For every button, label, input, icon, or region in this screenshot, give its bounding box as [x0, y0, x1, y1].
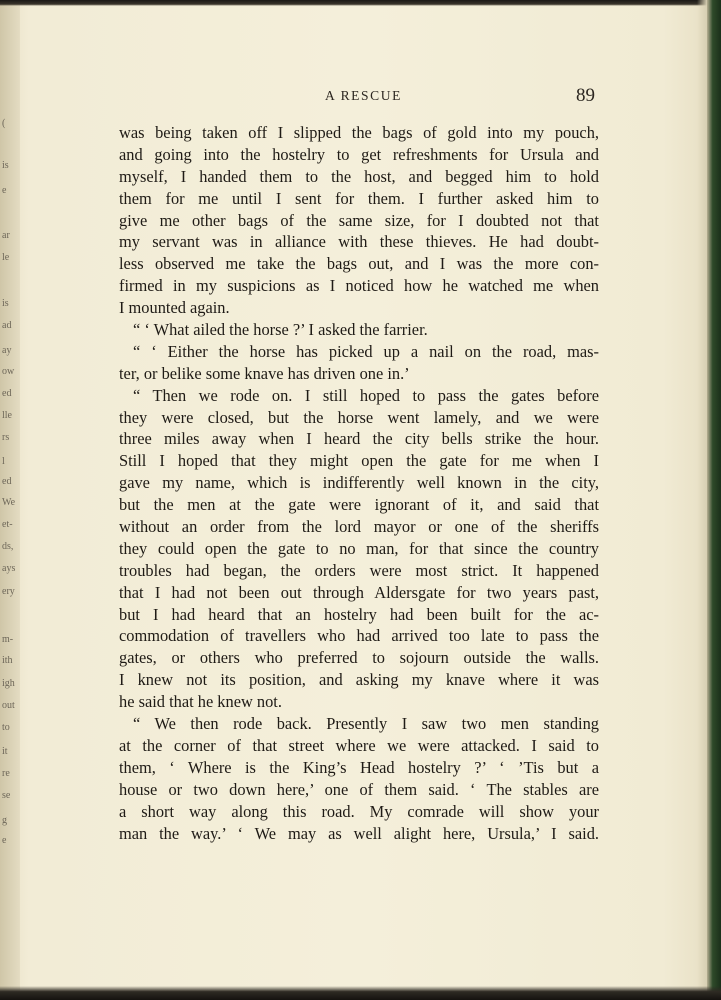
margin-fragment: e: [2, 835, 7, 846]
margin-fragment: it: [2, 746, 8, 757]
margin-fragment: ery: [2, 586, 15, 597]
text-line: house or two down here,’ one of them said. ‘ The stables are: [119, 779, 599, 799]
text-line: “ We then rode back. Presently I saw two men standing: [133, 714, 599, 734]
facing-page-bleed: [2, 0, 16, 1000]
margin-fragment: rs: [2, 432, 10, 443]
text-line: gave my name, which is indifferently well known in the city,: [119, 473, 599, 493]
margin-fragment: ow: [2, 366, 15, 377]
text-line: them, ‘ Where is the King’s Head hostelry ?’ ‘ ’Tis but a: [119, 757, 599, 777]
text-line: they were closed, but the horse went lamely, and we were: [119, 407, 599, 427]
text-line: less observed me take the bags out, and I was the more con-: [119, 254, 599, 274]
margin-fragment: is: [2, 298, 9, 309]
margin-fragment: re: [2, 768, 10, 779]
margin-fragment: se: [2, 790, 11, 801]
text-line: without an order from the lord mayor or one of the sheriffs: [119, 517, 599, 537]
margin-fragment: ays: [2, 563, 16, 574]
text-line: them for me until I sent for them. I further asked him to: [119, 188, 599, 208]
text-line: man the way.’ ‘ We may as well alight here, Ursula,’ I said.: [119, 823, 599, 843]
text-line: they could open the gate to no man, for that since the country: [119, 538, 599, 558]
text-line: gates, or others who preferred to sojourn outside the walls.: [119, 648, 599, 668]
text-line: I knew not its position, and asking my knave where it was: [119, 670, 599, 690]
text-line: but I had heard that an hostelry had been built for the ac-: [119, 604, 599, 624]
book-cover-edge: [707, 0, 721, 1000]
margin-fragment: ad: [2, 320, 12, 331]
margin-fragment: is: [2, 160, 9, 171]
text-line: and going into the hostelry to get refreshments for Ursula and: [119, 144, 599, 164]
text-line: was being taken off I slipped the bags of gold into my pouch,: [119, 123, 599, 142]
margin-fragment: ar: [2, 230, 10, 241]
text-line: I mounted again.: [119, 298, 230, 318]
page-curl-shadow: [697, 0, 707, 1000]
text-line: give me other bags of the same size, for I doubted not that: [119, 210, 599, 230]
margin-fragment: et-: [2, 519, 13, 530]
margin-fragment: g: [2, 815, 7, 826]
text-line: “ ‘ Either the horse has picked up a nail on the road, mas-: [133, 341, 599, 361]
top-page-edge: [0, 0, 721, 6]
margin-fragment: ith: [2, 655, 13, 666]
text-line: ter, or belike some knave has driven one in.’: [119, 363, 410, 383]
text-line: but the men at the gate were ignorant of it, and said that: [119, 495, 599, 515]
margin-fragment: ed: [2, 388, 12, 399]
margin-fragment: e: [2, 185, 7, 196]
margin-fragment: lle: [2, 410, 12, 421]
text-line: firmed in my suspicions as I noticed how he watched me when: [119, 276, 599, 296]
running-head: [0, 85, 721, 108]
text-line: commodation of travellers who had arrived too late to pass the: [119, 626, 599, 646]
running-title: A RESCUE: [325, 88, 402, 103]
text-line: that I had not been out through Aldersgate for two years past,: [119, 582, 599, 602]
text-line: troubles had began, the orders were most strict. It happened: [119, 560, 599, 580]
margin-fragment: ds,: [2, 541, 14, 552]
margin-fragment: to: [2, 722, 10, 733]
text-line: Still I hoped that they might open the gate for me when I: [119, 451, 599, 471]
text-line: he said that he knew not.: [119, 692, 282, 712]
margin-fragment: ed: [2, 476, 12, 487]
margin-fragment: le: [2, 252, 10, 263]
text-line: my servant was in alliance with these thieves. He had doubt-: [119, 232, 599, 252]
bottom-page-edge: [0, 986, 721, 1000]
text-line: myself, I handed them to the host, and begged him to hold: [119, 166, 599, 186]
margin-fragment: (: [2, 118, 6, 129]
text-line: three miles away when I heard the city bells strike the hour.: [119, 429, 599, 449]
text-line: “ Then we rode on. I still hoped to pass the gates before: [133, 385, 599, 405]
margin-fragment: igh: [2, 678, 15, 689]
body-text: [119, 122, 599, 844]
page-number: 89: [576, 85, 595, 106]
margin-fragment: We: [2, 497, 16, 508]
text-line: at the corner of that street where we were attacked. I said to: [119, 735, 599, 755]
margin-fragment: m-: [2, 634, 14, 645]
text-line: a short way along this road. My comrade will show your: [119, 801, 599, 821]
margin-fragment: l: [2, 456, 5, 467]
margin-fragment: out: [2, 700, 15, 711]
text-line: “ ‘ What ailed the horse ?’ I asked the farrier.: [133, 320, 428, 340]
margin-fragment: ay: [2, 345, 12, 356]
